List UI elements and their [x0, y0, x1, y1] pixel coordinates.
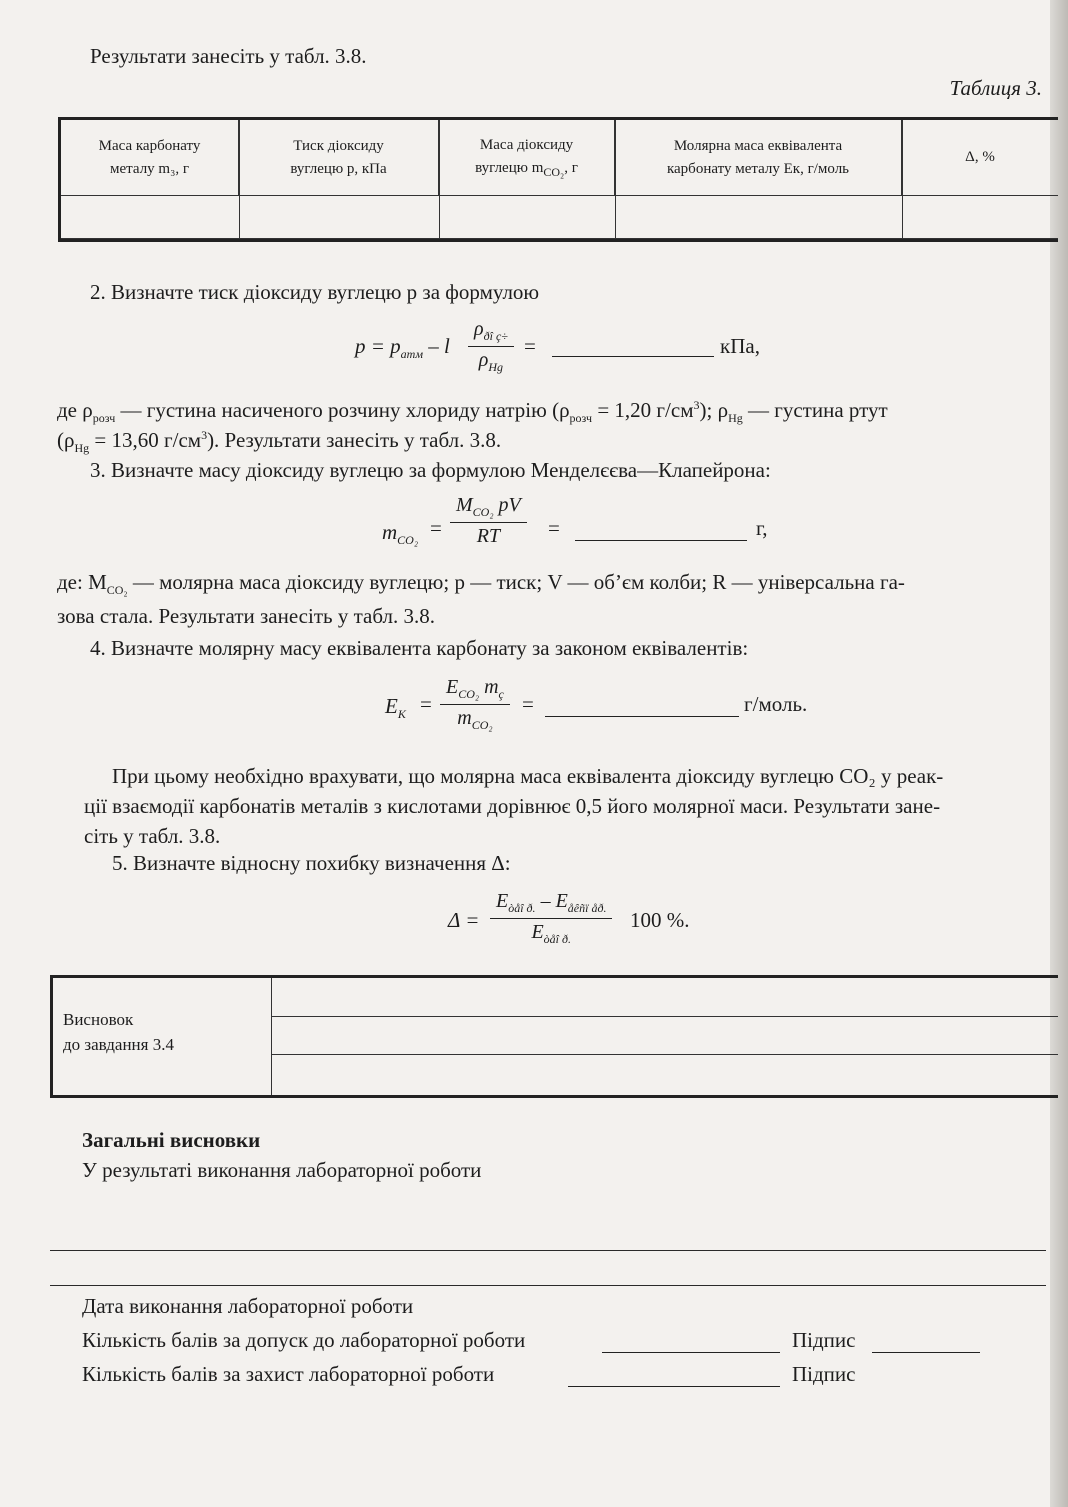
step-2-formula-lhs: $p = p_{атм} - l$	[355, 334, 450, 362]
date-label: Дата виконання лабораторної роботи	[82, 1294, 414, 1318]
conclusion-line-1[interactable]	[271, 1016, 1058, 1017]
step-3-unit: г,	[756, 516, 768, 540]
header-error-percent: Δ, %	[965, 149, 995, 166]
defense-points-blank[interactable]	[568, 1386, 780, 1387]
step-3-equals-2: =	[548, 516, 560, 540]
step-5-formula-rhs: 100 %.	[630, 908, 690, 932]
signature-label-2: Підпис	[792, 1362, 856, 1386]
defense-points-label: Кількість балів за захист лабораторної роботи	[82, 1362, 495, 1386]
header-carbonate-mass: Маса карбонату металу m₃, г	[61, 120, 239, 195]
step-2-equals: =	[524, 334, 536, 358]
step-3-where-line-2: зова стала. Результати занесіть у табл. 3.8.	[57, 604, 435, 628]
step-5-fraction: $E_{òåî ð.} - E_{åêñï åð.}$ $E_{òåî ð.}$	[490, 890, 612, 947]
step-3-equals: =	[430, 516, 442, 540]
step-3-text: 3. Визначте масу діоксиду вуглецю за формулою Менделєєва—Клапейрона:	[90, 458, 771, 482]
table-data-row	[61, 196, 1058, 239]
step-4-paragraph-line-3: сіть у табл. 3.8.	[84, 824, 221, 848]
general-conclusion-line-2[interactable]	[50, 1285, 1046, 1286]
intro-text: Результати занесіть у табл. 3.8.	[90, 44, 367, 68]
signature-blank-1[interactable]	[872, 1352, 980, 1353]
step-5-formula-lhs: Δ =	[448, 908, 480, 932]
conclusion-label: Висновок до завдання 3.4	[63, 1010, 174, 1054]
step-2-fraction: $\rho_{ðî ç\div}$ $\rho_{Hg}$	[468, 318, 514, 375]
header-co2-pressure: Тиск діоксиду вуглецю p, кПа	[239, 120, 439, 195]
header-co2-mass: Маса діоксиду вуглецю $m_{CO_2}$, г	[439, 120, 615, 195]
step-2-text: 2. Визначте тиск діоксиду вуглецю p за формулою	[90, 280, 540, 304]
general-conclusions-title: Загальні висновки	[82, 1128, 261, 1152]
conclusion-box-task-3-4	[50, 975, 1058, 1098]
step-4-fraction: $E_{CO_2}$ $m_ç$ $m_{CO_2}$	[440, 676, 510, 733]
step-5-text: 5. Визначте відносну похибку визначення Δ:	[112, 851, 511, 875]
step-4-answer-blank[interactable]	[545, 716, 739, 717]
step-2-where-line-2: ($\rho_{Hg} = 13,60$ $г/см^3$). Результати занесіть у табл. 3.8.	[57, 428, 502, 456]
step-3-where-line-1: де: $M_{CO_2}$ — молярна маса діоксиду вуглецю; p — тиск; V — об’єм колби; R — універсальна га-	[57, 570, 905, 598]
step-4-equals: =	[420, 692, 432, 716]
step-4-formula-lhs: $E_K$	[385, 694, 406, 722]
step-2-where-line-1: де $\rho_{розч}$ — густина насиченого розчину хлориду натрію ($\rho_{розч} = 1,20$ $г/см^3$); $\rho_{Hg}$ — густина ртут	[57, 398, 888, 426]
step-3-answer-blank[interactable]	[575, 540, 747, 541]
step-2-answer-blank[interactable]	[552, 356, 714, 357]
step-4-equals-2: =	[522, 692, 534, 716]
general-conclusion-line-1[interactable]	[50, 1250, 1046, 1251]
step-2-unit: кПа,	[720, 334, 760, 358]
table-caption: Таблиця 3.	[949, 76, 1042, 100]
conclusion-line-2[interactable]	[271, 1054, 1058, 1055]
admission-points-label: Кількість балів за допуск до лабораторної роботи	[82, 1328, 526, 1352]
signature-label-1: Підпис	[792, 1328, 856, 1352]
step-3-formula-lhs: $m_{CO_2}$	[382, 520, 419, 548]
admission-points-blank[interactable]	[602, 1352, 780, 1353]
step-4-paragraph-line-1: При цьому необхідно врахувати, що молярна маса еквівалента діоксиду вуглецю CO₂ у реак-	[112, 764, 944, 788]
results-table-3-8	[58, 117, 1058, 242]
header-equivalent-molar-mass: Молярна маса еквівалента карбонату металу Eк, г/моль	[615, 120, 902, 195]
step-3-fraction: $M_{CO_2}$ pV RT	[450, 494, 527, 548]
step-4-paragraph-line-2: ції взаємодії карбонатів металів з кислотами дорівнює 0,5 його молярної маси. Результати зане-	[84, 794, 941, 818]
table-header-row	[61, 120, 1058, 196]
step-4-unit: г/моль.	[744, 692, 808, 716]
step-4-text: 4. Визначте молярну масу еквівалента карбонату за законом еквівалентів:	[90, 636, 749, 660]
general-conclusions-subtitle: У результаті виконання лабораторної роботи	[82, 1158, 482, 1182]
